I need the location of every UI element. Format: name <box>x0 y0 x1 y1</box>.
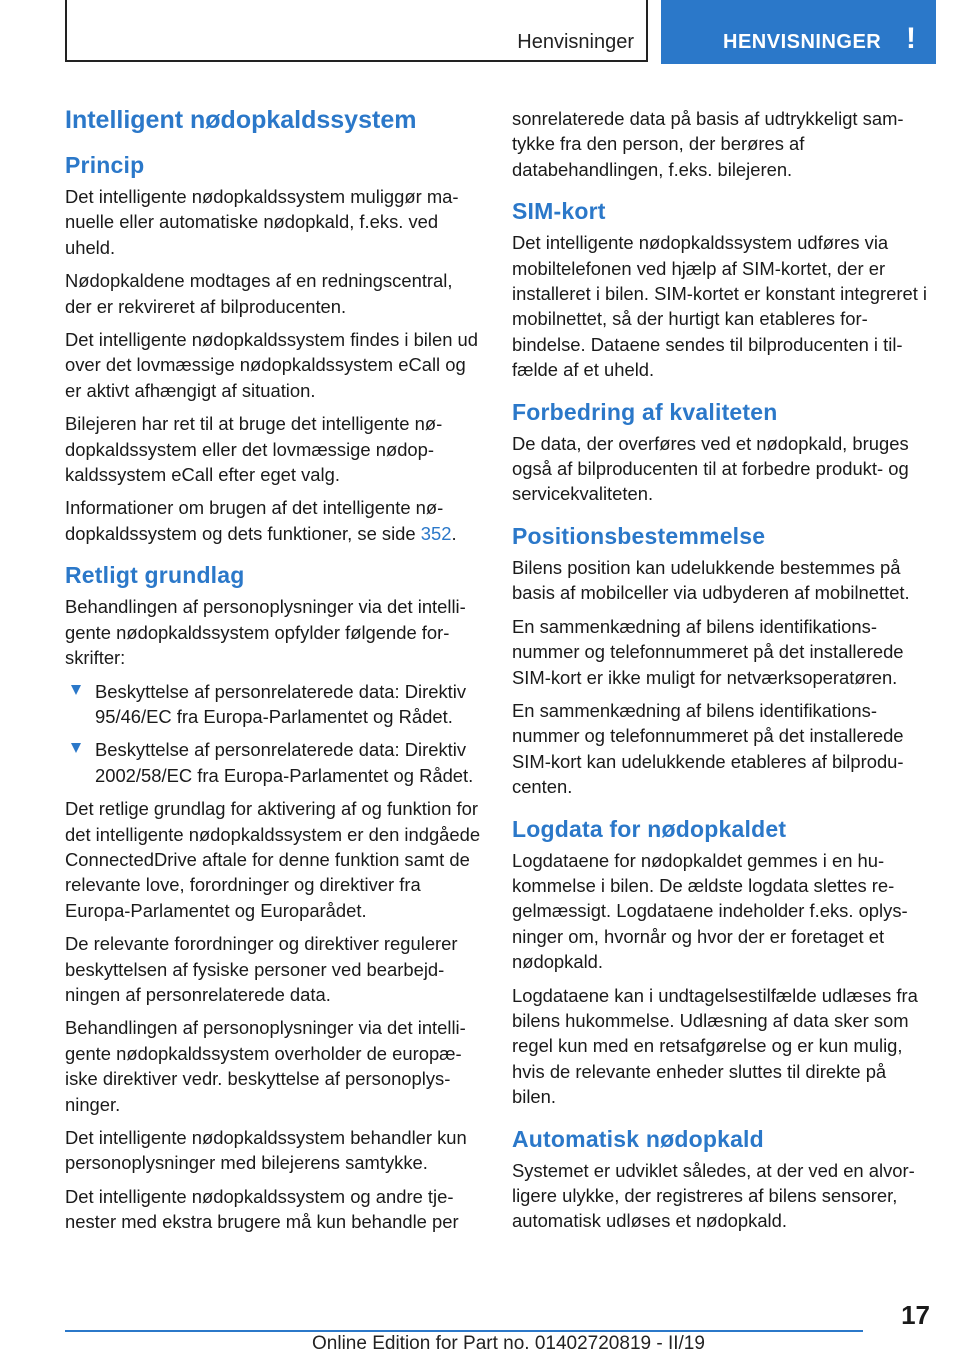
header-section-title: Henvisninger <box>517 31 634 53</box>
paragraph: Det intelligente nødopkaldssystem udføres via mobiltelefonen ved hjælp af SIM-kortet, der er installeret i bilen. SIM-kortet er konstant integreret i mobilnettet, så der hurtigt kan etableres forbindelse. Dataene sendes til bilproducenten i tilfælde af et uheld. <box>512 232 927 381</box>
exclamation-icon: ! <box>906 22 916 55</box>
list-item-text: Beskyttelse af personrelaterede data: Direktiv 95/46/EC fra Europa-Parlamentet og Rådet. <box>95 680 467 727</box>
paragraph: En sammenkædning af bilens identifikationsnummer og telefonnummeret på det installerede SIM-kort kan udelukkende etableres af bilproducenten. <box>512 699 904 798</box>
paragraph: Det intelligente nødopkaldssystem behandler kun personoplysninger med bilejerens samtykke. <box>65 1127 467 1174</box>
paragraph: En sammenkædning af bilens identifikationsnummer og telefonnummeret på det installerede SIM-kort er ikke muligt for netværksoperatøren. <box>512 615 904 688</box>
heading-princip: Princip <box>65 152 145 178</box>
header-chapter-label: HENVISNINGER <box>723 31 882 53</box>
paragraph: De data, der overføres ved et nødopkald, bruges også af bilproducenten til at forbedre produkt- og servicekvaliteten. <box>512 432 909 505</box>
list-item <box>65 679 481 730</box>
list-item <box>65 737 481 788</box>
paragraph: Bilejeren har ret til at bruge det intelligente nødopkaldssystem eller det lovmæssige nødopkaldssystem eCall efter eget valg. <box>65 413 443 486</box>
page-number: 17 <box>901 1300 930 1330</box>
heading-retligt-grundlag: Retligt grundlag <box>65 562 245 589</box>
page-reference-link[interactable]: 352 <box>420 522 452 544</box>
left-column <box>65 100 481 1243</box>
paragraph: Systemet er udviklet således, at der ved en alvorligere ulykke, der registreres af bilens sensorer, automatisk udløses et nødopkald. <box>512 1159 915 1232</box>
paragraph: Behandlingen af personoplysninger via det intelligente nødopkaldssystem opfylder følgende forskrifter: <box>65 596 466 669</box>
heading-automatisk-nodopkald: Automatisk nødopkald <box>512 1125 764 1152</box>
paragraph: Det retlige grundlag for aktivering af og funktion for det intelligente nødopkaldssystem er den indgåede ConnectedDrive aftale for denne funktion samt de relevante love, forordninger og direktiver fra Europa-Parlamentet og Europarådet. <box>65 798 481 921</box>
heading-forbedring: Forbedring af kvaliteten <box>512 398 778 425</box>
footer-edition: Online Edition for Part no. 01402720819 - II/19 <box>312 1333 705 1354</box>
page-title: Intelligent nødopkaldssystem <box>65 106 417 134</box>
paragraph: Logdataene for nødopkaldet gemmes i en hukommelse i bilen. De ældste logdata slettes regelmæssigt. Logdataene indeholder f.eks. oplysninger om, hvornår og hvor der er foretaget et nødopkald. <box>512 849 908 973</box>
paragraph-text: Informationer om brugen af det intelligente nødopkaldssystem og dets funktioner, se side <box>65 497 444 544</box>
bullet-list <box>65 679 481 789</box>
heading-sim-kort: SIM-kort <box>512 198 606 225</box>
paragraph: Det intelligente nødopkaldssystem og andre tjenester med ekstra brugere må kun behandle per <box>65 1185 459 1233</box>
paragraph: Det intelligente nødopkaldssystem muliggør manuelle eller automatiske nødopkald, f.eks. ved uheld. <box>65 186 459 258</box>
paragraph: Bilens position kan udelukkende bestemmes på basis af mobilceller via udbyderen af mobilnettet. <box>512 556 910 604</box>
paragraph: sonrelaterede data på basis af udtrykkeligt samtykke fra den person, der berøres af databehandlingen, f.eks. bilejeren. <box>512 108 904 180</box>
paragraph-with-link <box>65 495 481 546</box>
paragraph: Behandlingen af personoplysninger via det intelligente nødopkaldssystem overholder de europæiske direktiver vedr. beskyttelse af personoplysninger. <box>65 1017 466 1115</box>
footer-divider <box>65 1330 863 1332</box>
header-chapter-tab[interactable] <box>661 0 936 64</box>
paragraph: Nødopkaldene modtages af en redningscentral, der er rekvireret af bilproducenten. <box>65 270 453 317</box>
paragraph: De relevante forordninger og direktiver regulerer beskyttelsen af fysiske personer ved bearbejdningen af personrelaterede data. <box>65 933 458 1005</box>
triangle-bullet-icon <box>71 743 81 753</box>
paragraph: Logdataene kan i undtagelsestilfælde udlæses fra bilens hukommelse. Udlæsning af data sker som regel kun med en retsafgørelse og er kun mulig, hvis de relevante enheder sluttes til direkte på bilen. <box>512 984 918 1108</box>
triangle-bullet-icon <box>71 685 81 695</box>
list-item-text: Beskyttelse af personrelaterede data: Direktiv 2002/58/EC fra Europa-Parlamentet og Rådet. <box>95 739 474 786</box>
paragraph-end: . <box>451 522 457 544</box>
heading-positionsbestemmelse: Positionsbestemmelse <box>512 522 766 549</box>
paragraph: Det intelligente nødopkaldssystem findes i bilen ud over det lovmæssige nødopkaldssystem eCall og er aktivt afhængigt af situation. <box>65 329 478 401</box>
header-section-box <box>65 0 648 62</box>
right-column <box>512 106 928 1242</box>
heading-logdata: Logdata for nødopkaldet <box>512 815 787 842</box>
